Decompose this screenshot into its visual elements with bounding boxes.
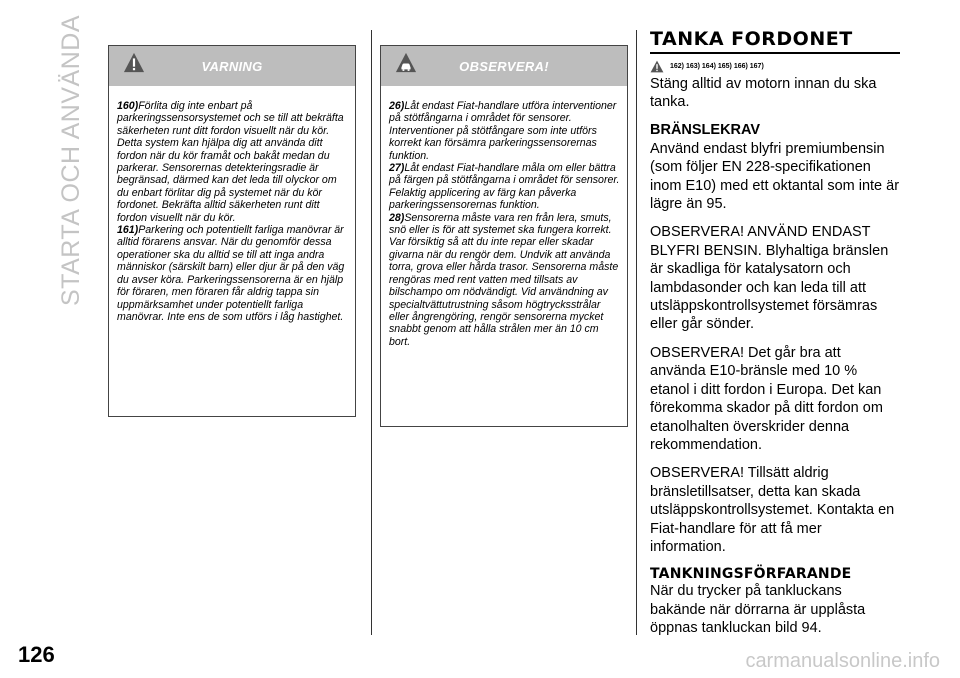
- caution-box: [380, 45, 628, 427]
- caution-item-ref: 26): [389, 100, 405, 112]
- column-divider-1: [371, 30, 372, 635]
- warning-item-text: Förlita dig inte enbart på parkeringssensorsystemet och se till att bekräfta säkerheten runt ditt fordon visuellt när du kör. Detta system kan hjälpa dig att använda ditt fordon när du kör framåt och bakåt medan du parkerar. Sensorernas detekteringsradie är begränsad, därmed kan det leda till olyckor om du enbart förlitar dig på systemet när du kör fordonet. Bekräfta alltid säkerheten runt ditt fordon visuellt när du kör.: [117, 100, 344, 224]
- refueling-procedure-heading: TANKNINGSFÖRFARANDE: [650, 566, 852, 583]
- page-number: 126: [18, 642, 55, 667]
- warning-item-text: Parkering och potentiellt farliga manövrar är alltid förarens ansvar. När du genomför dessa operationer ska du alltid se till att inga andra människor (särskilt barn) eller djur är på den väg du avser köra. Parkeringssensorerna är en hjälp för föraren, men föraren får aldrig tappa sin uppmärksamhet under potentiellt farliga manövrar. Inte ens de som utförs i låg hastighet.: [117, 224, 345, 323]
- column-divider-2: [636, 30, 637, 635]
- caution-item-ref: 28): [389, 211, 405, 224]
- caution-item-ref: 27): [389, 162, 405, 175]
- car-caution-icon: [395, 52, 417, 74]
- warning-item: [117, 100, 349, 224]
- caution-item: [389, 212, 621, 348]
- caution-box-title: OBSERVERA!: [459, 58, 549, 74]
- caution-item: [389, 100, 621, 162]
- warning-item-ref: 160): [117, 100, 139, 112]
- caution-box-header: [381, 46, 627, 86]
- paragraph: OBSERVERA! Det går bra att använda E10-bränsle med 10 % etanol i ditt fordon i Europa. Det kan förekomma skador på ditt fordon om etanolhalten överskrider denna rekommendation.: [650, 344, 883, 453]
- section-title: TANKA FORDONET: [650, 28, 900, 54]
- chapter-side-tab-label: STARTA OCH ANVÄNDA: [56, 14, 85, 306]
- warning-box: [108, 45, 356, 417]
- paragraph: OBSERVERA! Tillsätt aldrig bränsletillsatser, detta kan skada utsläppskontrollsystemet. Kontakta en Fiat-handlare för att få mer information.: [650, 465, 895, 555]
- fuel-requirements-heading: BRÄNSLEKRAV: [650, 121, 761, 138]
- caution-item-text: Sensorerna måste vara ren från lera, smuts, snö eller is för att systemet ska fungera korrekt. Var försiktig så att du inte repar eller skadar givarna när du rengör dem. Undvik att använda torra, grova eller hårda trasor. Sensorerna måste rengöras med rent vatten med tillsats av bilschampo om nödvändigt. Vid användning av specialtvättutrustning såsom högtrycksstrålar eller ångrengöring, rengör sensorerna mycket snabbt genom att hålla strålen mer än 10 cm bort.: [389, 211, 619, 348]
- paragraph: OBSERVERA! ANVÄND ENDAST BLYFRI BENSIN. Blyhaltiga bränslen är skadliga för katalysatorn och lambdasonder och kan leda till att utsläppskontrollsystemet försämras eller går sönder.: [650, 224, 889, 333]
- warning-triangle-icon: [650, 60, 664, 73]
- caution-box-body: [381, 86, 627, 356]
- section-intro: Stäng alltid av motorn innan du ska tanka.: [650, 76, 877, 111]
- section-refs: [650, 60, 900, 73]
- paragraph: När du trycker på tankluckans bakände när dörrarna är upplåsta öppnas tankluckan bild 94.: [650, 583, 866, 637]
- warning-box-body: [109, 86, 355, 331]
- warning-triangle-icon: [123, 52, 145, 74]
- fueling-section: [650, 28, 900, 638]
- caution-item-text: Låt endast Fiat-handlare utföra interventioner på stötfångarna i området för sensorer. Interventioner på stötfångare som inte utförs korrekt kan försämra parkeringssensorernas funktion.: [389, 100, 617, 162]
- warning-box-title: VARNING: [201, 58, 263, 74]
- watermark: carmanualsonline.info: [745, 650, 940, 672]
- paragraph: Använd endast blyfri premiumbensin (som följer EN 228-specifikationen inom E10) med ett oktantal som inte är lägre än 95.: [650, 140, 900, 213]
- caution-item-text: Låt endast Fiat-handlare måla om eller bättra på färgen på stötfångarna i området för sensorer. Felaktig applicering av färg kan påverka parkeringssensorernas funktion.: [389, 162, 620, 212]
- warning-box-header: [109, 46, 355, 86]
- section-refs-text: 162) 163) 164) 165) 166) 167): [670, 63, 764, 70]
- warning-item: [117, 224, 349, 323]
- chapter-side-tab: [55, 14, 87, 306]
- caution-item: [389, 162, 621, 212]
- warning-item-ref: 161): [117, 224, 139, 237]
